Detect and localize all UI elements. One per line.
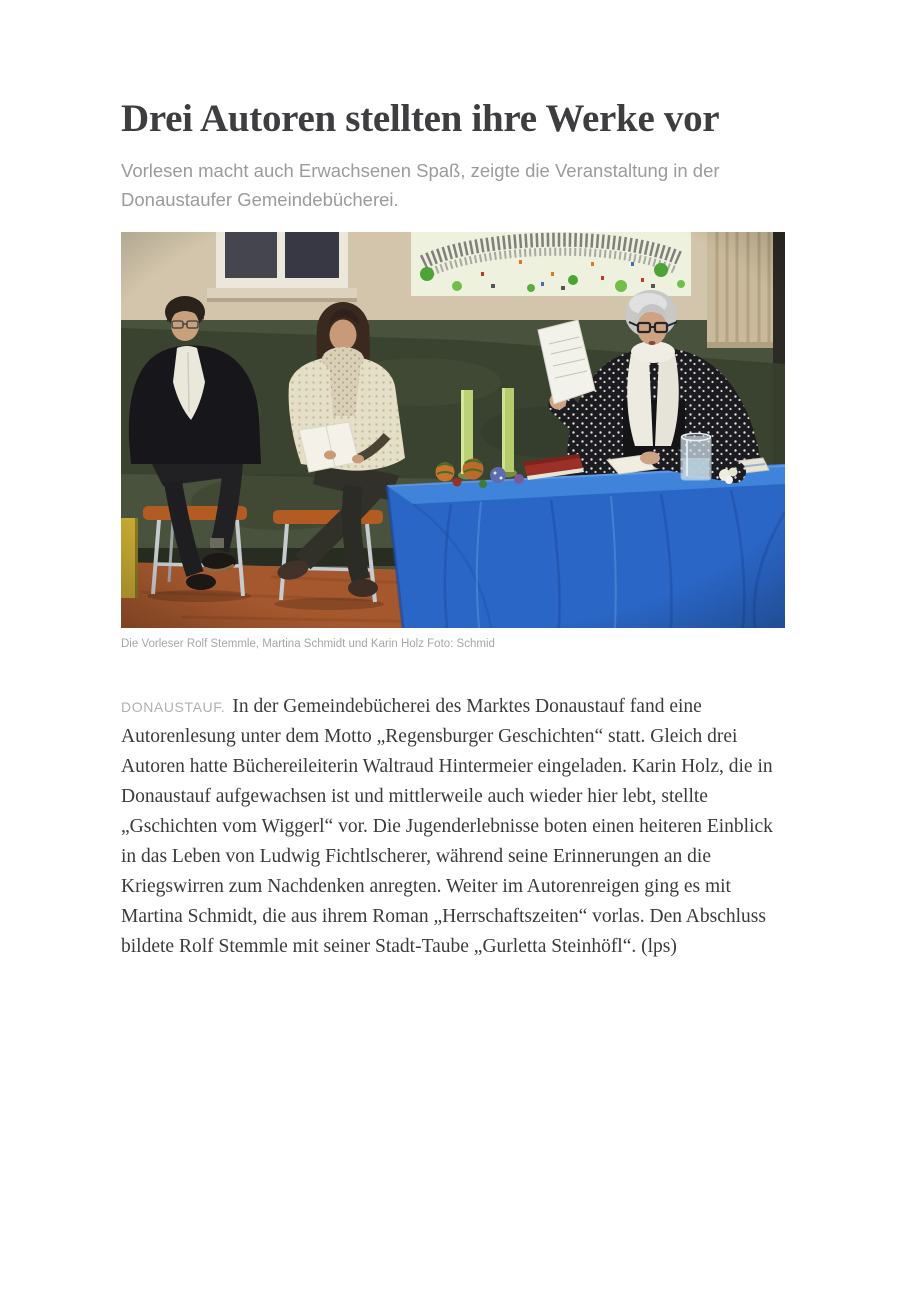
article-figure <box>121 232 785 650</box>
photo-illustration <box>121 232 785 628</box>
article-photo <box>121 232 785 628</box>
location-tag: DONAUSTAUF. <box>121 699 226 716</box>
article-body <box>121 692 785 962</box>
photo-vignette <box>121 232 785 628</box>
photo-caption: Die Vorleser Rolf Stemmle, Martina Schmidt und Karin Holz Foto: Schmid <box>121 638 495 651</box>
article-page <box>121 0 785 962</box>
article-subtitle: Vorlesen macht auch Erwachsenen Spaß, zeigte die Veranstaltung in der Donaustaufer Gemeindebücherei. <box>121 160 720 210</box>
article-title: Drei Autoren stellten ihre Werke vor <box>121 97 720 140</box>
article <box>121 0 785 962</box>
article-body-text: In der Gemeindebücherei des Marktes Donaustauf fand eine Autorenlesung unter dem Motto „Regensburger Geschichten“ statt. Gleich drei Autoren hatte Büchereileiterin Waltraud Hintermeier eingeladen. Karin Holz, die in Donaustauf aufgewachsen ist und mittlerweile auch wieder hier lebt, stellte „Gschichten vom Wiggerl“ vor. Die Jugenderlebnisse boten einen heiteren Einblick in das Leben von Ludwig Fichtlscherer, während seine Erinnerungen an die Kriegswirren zum Nachdenken anregten. Weiter im Autorenreigen ging es mit Martina Schmidt, die aus ihrem Roman „Herrschaftszeiten“ vorlas. Den Abschluss bildete Rolf Stemmle mit seiner Stadt-Taube „Gurletta Steinhöfl“. (lps) <box>121 696 773 958</box>
